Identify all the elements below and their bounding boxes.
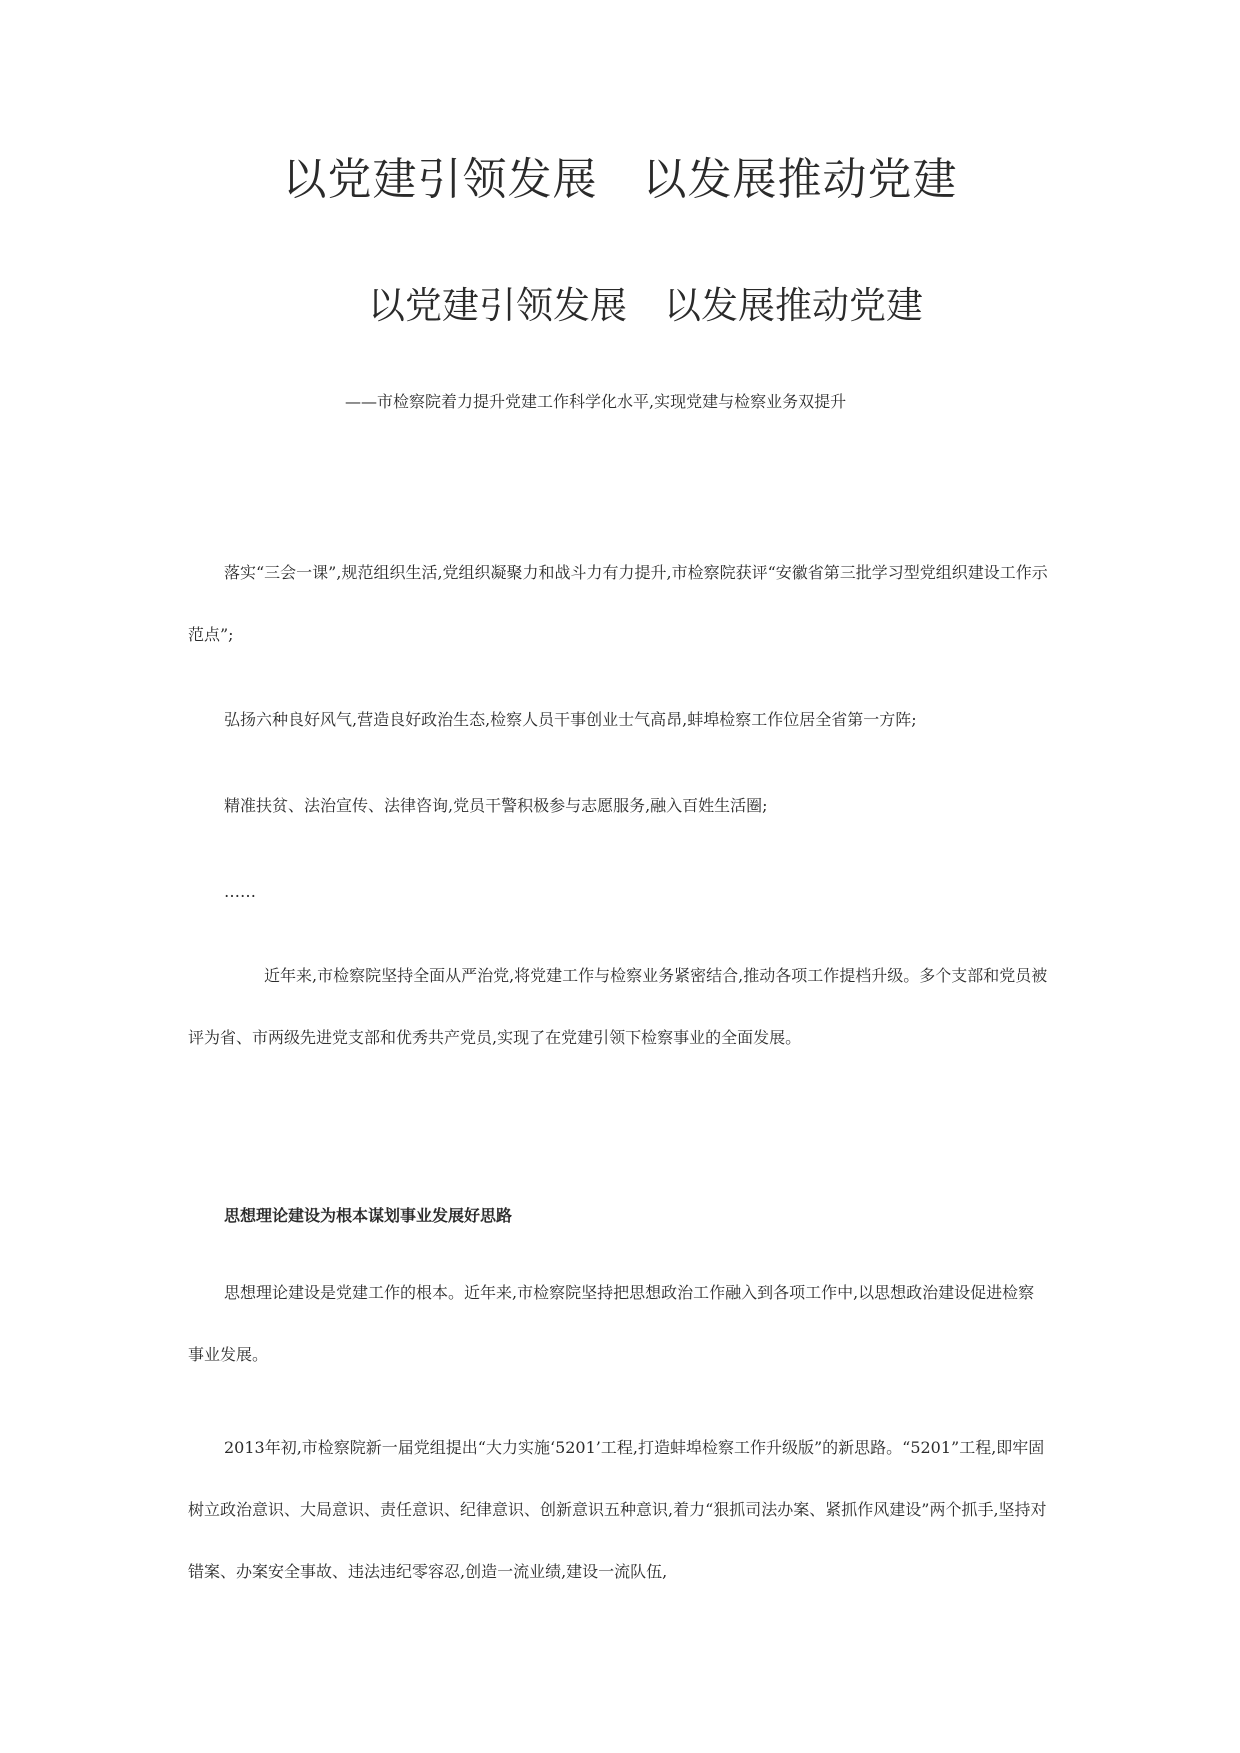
paragraph-ellipsis: …… [224,882,256,901]
paragraph-good-practices: 弘扬六种良好风气,营造良好政治生态,检察人员干事创业士气高昂,蚌埠检察工作位居全省第一方阵; [224,710,917,729]
paragraph-ideological-theory: 思想理论建设是党建工作的根本。近年来,市检察院坚持把思想政治工作融入到各项工作中,以思想政治建设促进检察事业发展。 [188,1283,1035,1364]
article-title: 以党建引领发展 以发展推动党建 [368,284,923,327]
paragraph-volunteer-service: 精准扶贫、法治宣传、法律咨询,党员干警积极参与志愿服务,融入百姓生活圈; [224,796,768,815]
document-title: 以党建引领发展 以发展推动党建 [282,154,958,205]
article-subtitle: ——市检察院着力提升党建工作科学化水平,实现党建与检察业务双提升 [345,392,847,411]
paragraph-three-meetings: 落实“三会一课”,规范组织生活,党组织凝聚力和战斗力有力提升,市检察院获评“安徽省第三批学习型党组织建设工作示范点”; [188,563,1048,644]
paragraph-recent-years: 近年来,市检察院坚持全面从严治党,将党建工作与检察业务紧密结合,推动各项工作提档升级。多个支部和党员被评为省、市两级先进党支部和优秀共产党员,实现了在党建引领下检察事业的全面发展。 [188,966,1048,1047]
paragraph-5201-project: 2013年初,市检察院新一届党组提出“大力实施‘5201’工程,打造蚌埠检察工作升级版”的新思路。“5201”工程,即牢固树立政治意识、大局意识、责任意识、纪律意识、创新意识五种意识,着力“狠抓司法办案、紧抓作风建设”两个抓手,坚持对错案、办案安全事故、违法违纪零容忍,创造一流业绩,建设一流队伍, [188,1438,1047,1581]
section-heading: 思想理论建设为根本谋划事业发展好思路 [224,1206,513,1225]
